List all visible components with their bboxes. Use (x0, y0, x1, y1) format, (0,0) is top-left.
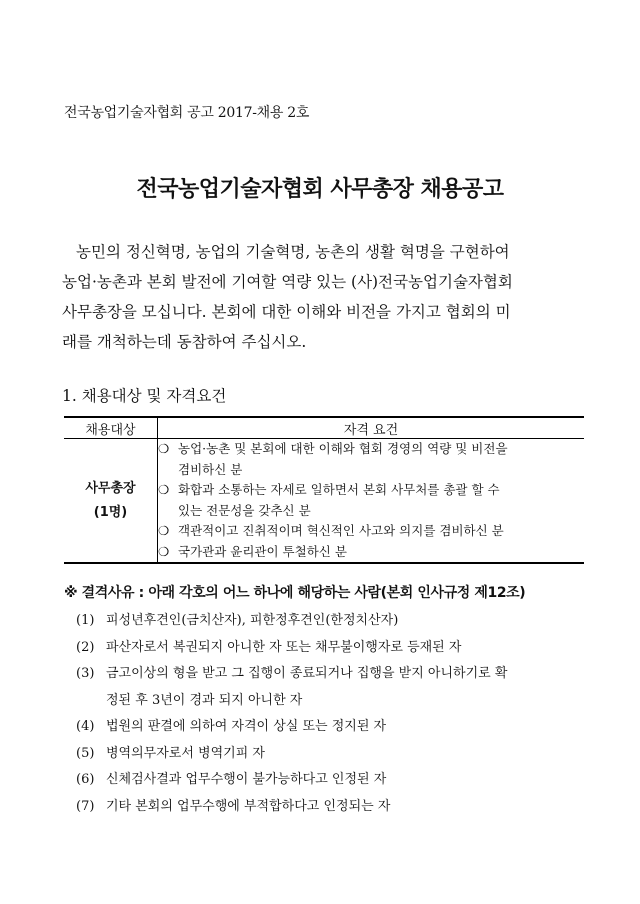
target-count: (1명) (93, 504, 128, 520)
bullet-icon: ❍ (158, 482, 170, 497)
list-item: (7) 기타 본회의 업무수행에 부적합하다고 인정되는 자 (76, 798, 391, 814)
section-title: 1. 채용대상 및 자격요건 (62, 387, 227, 405)
intro-line: 농업·농촌과 본회 발전에 기여할 역량 있는 (사)전국농업기술자협회 (62, 273, 513, 291)
requirement-item: ❍ 화합과 소통하는 자세로 일하면서 본회 사무처를 총괄 할 수 (158, 480, 584, 501)
requirement-continuation: 있는 전문성을 갖추신 분 (178, 502, 311, 518)
list-item: (4) 법원의 판결에 의하여 자격이 상실 또는 정지된 자 (76, 719, 387, 734)
requirement-continuation: 겸비하신 분 (178, 461, 243, 477)
requirement-item: ❍ 국가관과 윤리관이 투철하신 분 (158, 542, 584, 563)
header-requirements: 자격 요건 (158, 417, 585, 439)
requirements-table (64, 416, 584, 564)
intro-line: 농민의 정신혁명, 농업의 기술혁명, 농촌의 생활 혁명을 구현하여 (76, 243, 510, 261)
table-header-row (64, 417, 584, 439)
header-target: 채용대상 (64, 417, 158, 439)
requirements-cell (158, 439, 585, 564)
intro-paragraph (62, 240, 584, 360)
intro-line: 사무총장을 모십니다. 본회에 대한 이해와 비전을 가지고 협회의 미 (62, 303, 511, 321)
bullet-icon: ❍ (158, 523, 170, 538)
bullet-icon: ❍ (158, 441, 170, 456)
list-item: (1) 피성년후견인(금치산자), 피한정후견인(한정치산자) (76, 613, 399, 628)
target-cell (64, 439, 158, 564)
requirement-item: ❍ 객관적이고 진취적이며 혁신적인 사고와 의지를 겸비하신 분 (158, 521, 584, 542)
bullet-icon: ❍ (158, 543, 170, 559)
disqualification-list (76, 608, 584, 820)
page-title: 전국농업기술자협회 사무총장 채용공고 (136, 177, 504, 202)
requirement-item: ❍ 농업·농촌 및 본회에 대한 이해와 협회 경영의 역량 및 비전을 (158, 439, 584, 460)
list-item: (3) 금고이상의 형을 받고 그 집행이 종료되거나 집행을 받지 아니하기로 확 (76, 666, 508, 681)
list-item: (2) 파산자로서 복권되지 아니한 자 또는 채무불이행자로 등재된 자 (76, 639, 462, 655)
list-item: (6) 신체검사결과 업무수행이 불가능하다고 인정된 자 (76, 772, 387, 787)
disqualification-heading: ※ 결격사유 : 아래 각호의 어느 하나에 해당하는 사람(본회 인사규정 제12조) (64, 585, 526, 601)
intro-line: 래를 개척하는데 동참하여 주십시오. (62, 333, 307, 351)
notice-number: 전국농업기술자협회 공고 2017-채용 2호 (64, 105, 310, 121)
list-item: (5) 병역의무자로서 병역기피 자 (76, 745, 265, 761)
target-name: 사무총장 (85, 480, 136, 496)
list-item-continuation: 정된 후 3년이 경과 되지 아니한 자 (106, 692, 303, 708)
table-row (64, 439, 584, 564)
